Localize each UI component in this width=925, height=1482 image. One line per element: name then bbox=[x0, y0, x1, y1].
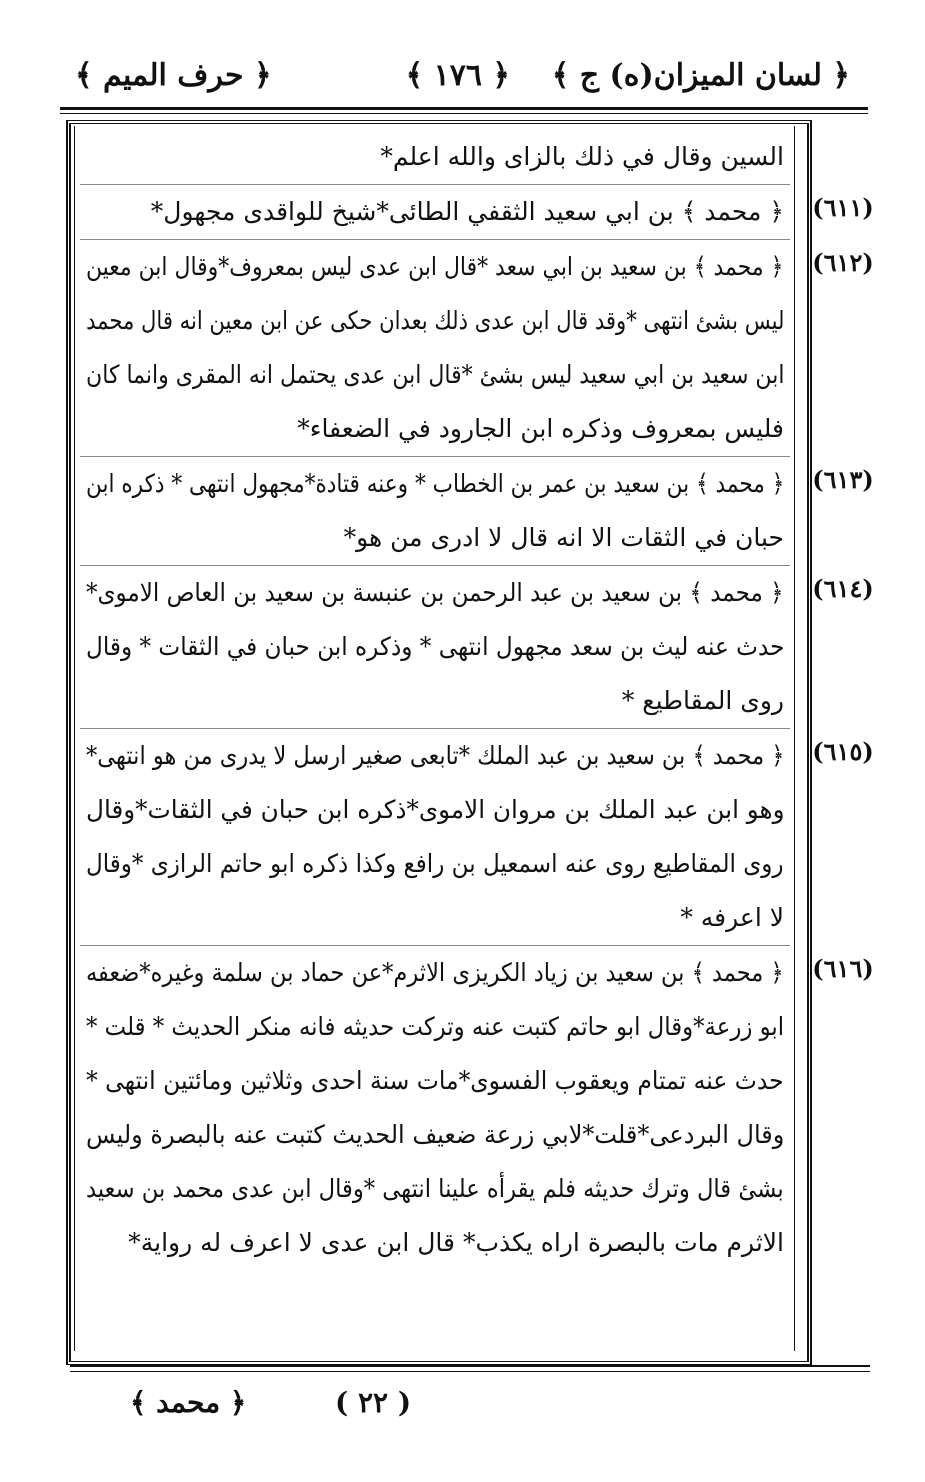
entry-number: (٦١٣) bbox=[812, 465, 874, 494]
text-line-content: ليس بشئ انتهى *وقد قال ابن عدى ذلك بعدان حكى عن ابن معين انه قال محمد bbox=[85, 306, 784, 335]
frame-inner-left-rule bbox=[74, 126, 75, 1351]
text-line-content: وهو ابن عبد الملك بن مروان الاموى*ذكره ابن حبان في الثقات*وقال bbox=[85, 795, 784, 824]
text-line-content: حبان في الثقات الا انه قال لا ادرى من هو* bbox=[343, 523, 784, 552]
text-line bbox=[80, 783, 790, 837]
text-line bbox=[80, 1000, 790, 1054]
text-line-content: السين وقال في ذلك بالزاى والله اعلم* bbox=[380, 142, 784, 171]
text-line bbox=[80, 620, 790, 674]
text-line-content: حدث عنه ليث بن سعد مجهول انتهى * وذكره ابن حبان في الثقات * وقال bbox=[85, 632, 784, 661]
text-line-content: ابن سعيد بن ابي سعيد ليس بشئ *قال ابن عدى يحتمل انه المقرى وانما كان bbox=[85, 360, 784, 389]
page-footer bbox=[0, 1378, 925, 1428]
text-line bbox=[80, 185, 790, 239]
text-line bbox=[80, 729, 790, 783]
text-line-content: لا اعرفه * bbox=[680, 903, 784, 932]
entry-number: (٦١٢) bbox=[812, 248, 874, 277]
entry bbox=[80, 240, 874, 457]
text-line bbox=[80, 294, 790, 348]
text-line bbox=[80, 402, 790, 456]
text-line bbox=[80, 946, 790, 1000]
signature-mark: ( ٢٢ ) bbox=[335, 1386, 412, 1419]
page-header bbox=[70, 48, 860, 106]
entry bbox=[80, 946, 874, 1270]
text-line bbox=[80, 240, 790, 294]
entry bbox=[80, 130, 790, 185]
text-line bbox=[80, 511, 790, 565]
text-line-content: فليس بمعروف وذكره ابن الجارود في الضعفاء* bbox=[297, 414, 784, 443]
entry-number: (٦١٥) bbox=[812, 737, 874, 766]
entry-number: (٦١٦) bbox=[812, 954, 874, 983]
text-line bbox=[80, 1162, 790, 1216]
running-title: ﴿ لسان الميزان(ه) ج ﴾ bbox=[551, 58, 850, 93]
page-number: ﴿ ١٧٦ ﴾ bbox=[405, 58, 510, 93]
text-line bbox=[80, 566, 790, 620]
chapter-title: ﴿ حرف الميم ﴾ bbox=[75, 58, 272, 93]
header-rule-thin bbox=[60, 113, 868, 114]
text-line-content: الاثرم مات بالبصرة اراه يكذب* قال ابن عدى لا اعرف له رواية* bbox=[128, 1228, 784, 1257]
catchword: ﴿ محمد ﴾ bbox=[130, 1386, 247, 1419]
text-line bbox=[80, 130, 790, 184]
text-line bbox=[80, 457, 790, 511]
text-line bbox=[80, 1054, 790, 1108]
entry bbox=[80, 185, 874, 240]
frame-inner-right-rule bbox=[794, 126, 795, 1351]
text-line-content: ﴿ محمد ﴾ بن سعيد بن عبد الملك *تابعى صغير ارسل لا يدرى من هو انتهى* bbox=[85, 741, 784, 770]
text-line bbox=[80, 674, 790, 728]
text-line-content: حدث عنه تمتام ويعقوب الفسوى*مات سنة احدى وثلاثين ومائتين انتهى * bbox=[86, 1066, 784, 1095]
text-line-content: ﴿ محمد ﴾ بن سعيد بن عمر بن الخطاب * وعنه قتادة*مجهول انتهى * ذكره ابن bbox=[85, 469, 784, 498]
entry-number: (٦١٤) bbox=[812, 574, 874, 603]
text-line-content: وقال البردعى*قلت*لابي زرعة ضعيف الحديث كتبت عنه بالبصرة وليس bbox=[85, 1120, 784, 1149]
text-line bbox=[80, 837, 790, 891]
entry bbox=[80, 729, 874, 946]
entry bbox=[80, 457, 874, 566]
text-line-content: بشئ قال وترك حديثه فلم يقرأه علينا انتهى *وقال ابن عدى محمد بن سعيد bbox=[86, 1174, 784, 1203]
main-text bbox=[80, 130, 874, 1270]
footer-rule-thin bbox=[70, 1371, 870, 1372]
text-line bbox=[80, 1108, 790, 1162]
text-line bbox=[80, 891, 790, 945]
text-line bbox=[80, 348, 790, 402]
text-line-content: ﴿ محمد ﴾ بن سعيد بن ابي سعد *قال ابن عدى ليس بمعروف*وقال ابن معين bbox=[86, 252, 784, 281]
header-rule bbox=[60, 107, 868, 110]
text-line-content: ﴿ محمد ﴾ بن ابي سعيد الثقفي الطائى*شيخ للواقدى مجهول* bbox=[150, 197, 784, 226]
text-line-content: روى المقاطيع * bbox=[621, 686, 784, 715]
text-line-content: ابو زرعة*وقال ابو حاتم كتبت عنه وتركت حديثه فانه منكر الحديث * قلت * bbox=[85, 1012, 784, 1041]
text-line-content: ﴿ محمد ﴾ بن سعيد بن زياد الكريزى الاثرم*عن حماد بن سلمة وغيره*ضعفه bbox=[86, 958, 784, 987]
entry bbox=[80, 566, 874, 729]
entry-number: (٦١١) bbox=[812, 193, 874, 222]
text-line bbox=[80, 1216, 790, 1270]
text-line-content: روى المقاطيع روى عنه اسمعيل بن رافع وكذا ذكره ابو حاتم الرازى *وقال bbox=[86, 849, 784, 878]
text-line-content: ﴿ محمد ﴾ بن سعيد بن عبد الرحمن بن عنبسة بن سعيد بن العاص الاموى* bbox=[86, 578, 784, 607]
footer-rule bbox=[70, 1365, 870, 1367]
